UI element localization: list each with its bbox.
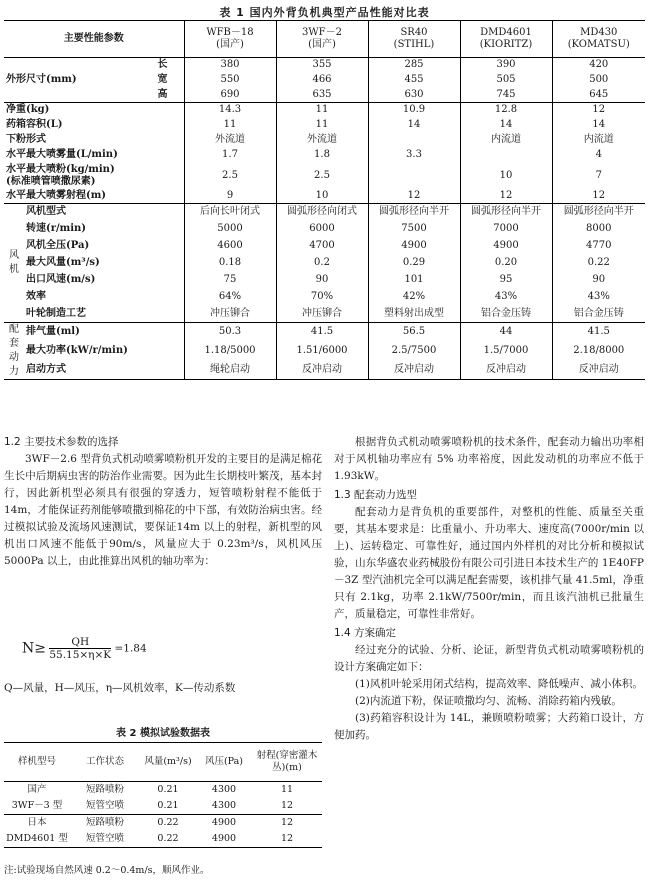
model-origin: (国产): [216, 39, 244, 50]
table1: [4, 20, 645, 380]
table1-cell: 0.20: [460, 255, 552, 272]
table1-cell: 41.5: [276, 323, 368, 342]
section-1-4-heading: 1.4 方案确定: [334, 627, 397, 639]
table1-cell: 0.22: [587, 257, 610, 268]
table1-cell: 500: [589, 74, 609, 85]
table1-cell: [368, 163, 460, 189]
model-name: MD430: [580, 27, 618, 38]
model-name: 3WF－2: [302, 27, 342, 38]
table2-cell: 0.22: [140, 831, 196, 848]
param-label-text: 水平最大喷雾射程(m): [6, 189, 107, 201]
table1-cell: 4900: [368, 238, 460, 255]
table1-cell: 7: [595, 169, 602, 181]
table2-header-row: [4, 743, 322, 782]
table1-cell: 12: [460, 189, 552, 204]
table1-param-row: [4, 133, 645, 148]
table1-cell: 4700: [276, 238, 368, 255]
table2-row: [4, 798, 322, 815]
right-paragraph-2: 经过充分的试验、分析、论证，新型背负式机动喷雾喷粉机的设计方案确定如下：: [334, 644, 644, 673]
param-label-text: 水平最大喷雾量(L/min): [6, 149, 118, 160]
param-label: 启动方式: [24, 361, 184, 380]
table1-cell: 43%: [587, 291, 610, 302]
table1-cell: 圆弧形径向半开: [552, 204, 645, 221]
param-label-text: 净重(kg): [6, 104, 50, 116]
table1-cell: 3.3: [368, 148, 460, 163]
left-column: [4, 434, 322, 570]
table2-cell: 日本: [27, 817, 47, 828]
formula-lhs: N≥: [22, 640, 46, 657]
table1-cell: 12: [592, 189, 606, 201]
table1-cell: 内流道: [583, 134, 614, 145]
table1-cell: 外流道: [184, 133, 276, 148]
table1-dims-row: [4, 58, 645, 73]
table1-cell: 1.5/7000: [460, 342, 552, 361]
param-label: 转速(r/min): [24, 221, 184, 238]
table1-cell: 75: [184, 272, 276, 289]
table1-cell: 56.5: [368, 323, 460, 342]
table1-cell: 8000: [586, 223, 612, 234]
table1-cell: 圆弧形径向闭式: [276, 204, 368, 221]
table1-cell: 10: [460, 163, 552, 189]
table1-cell: 1.18/5000: [184, 342, 276, 361]
table1-cell: 12: [552, 103, 645, 118]
table2: [4, 742, 322, 848]
table2-header-cell: 工作状态: [70, 743, 140, 782]
table2-header-cell: 风量(m³/s): [140, 743, 196, 782]
table1-cell: 1.7: [184, 148, 276, 163]
table2-cell: 0.22: [157, 817, 179, 828]
table1-cell: 630: [368, 88, 460, 103]
formula-variable-legend: Q—风量，H—风压，η—风机效率，K—传动系数: [4, 682, 236, 694]
table2-cell: 0.21: [140, 798, 196, 815]
table2-cell: 短路喷粉: [85, 817, 124, 828]
table1-cell: 14: [460, 118, 552, 133]
table2-note: 注:试验现场自然风速 0.2～0.4m/s，顺风作业。: [4, 865, 210, 876]
table1-cell: 1.8: [276, 148, 368, 163]
table1-cell: 11: [276, 118, 368, 133]
dims-label: 外形尺寸(mm): [4, 58, 144, 103]
model-origin: (KIORITZ): [479, 39, 533, 50]
table1-cell: 12.8: [460, 103, 552, 118]
table1-header-row: [4, 21, 645, 58]
table1-cell: 圆弧形径向半开: [368, 204, 460, 221]
right-column: [334, 434, 644, 744]
fan-row: [4, 255, 645, 272]
power-group-label: 配套动力: [4, 323, 24, 380]
table1-param-row: [4, 163, 645, 189]
table1-cell: 50.3: [184, 323, 276, 342]
table1-cell: 冲压铆合: [276, 306, 368, 323]
table1-cell: 745: [460, 88, 552, 103]
power-row: [4, 342, 645, 361]
table1-cell: 冲压铆合: [184, 306, 276, 323]
param-label: 风机全压(Pa): [24, 238, 184, 255]
table1-cell: 圆弧形径向半开: [460, 204, 552, 221]
table1-cell: 41.5: [552, 323, 645, 342]
table1-cell: 2.5: [276, 163, 368, 189]
model-name: DMD4601: [480, 27, 532, 38]
formula-numerator: QH: [49, 636, 111, 649]
table1-cell: 塑料射出成型: [368, 306, 460, 323]
param-label-text: 药箱容积(L): [6, 119, 63, 130]
param-label: [4, 133, 184, 148]
param-label: [4, 103, 184, 118]
table1-cell: 101: [368, 272, 460, 289]
table2-row: [4, 782, 322, 799]
table1-cell: 铝合金压铸: [460, 306, 552, 323]
table1-cell: 550: [184, 73, 276, 88]
table1-cell: 2.5: [184, 163, 276, 189]
param-label-note: (标准喷管喷撒尿素): [6, 175, 96, 187]
table1-cell: 7000: [460, 221, 552, 238]
table1-cell: 4: [595, 149, 602, 160]
table1-cell: 355: [276, 58, 368, 73]
table1-cell: 1.51/6000: [276, 342, 368, 361]
table2-cell: 短管空喷: [70, 831, 140, 848]
table1-cell: 10: [276, 189, 368, 204]
table2-cell: 短管空喷: [70, 798, 140, 815]
param-label: 叶轮制造工艺: [24, 306, 184, 323]
power-row: [4, 361, 645, 380]
table1-cell: [368, 133, 460, 148]
param-label: [4, 189, 184, 204]
power-formula: [22, 636, 147, 661]
design-item-3: (3)药箱容积设计为 14L，兼顾喷粉喷雾；大药箱口设计，方便加药。: [334, 712, 644, 741]
table1-param-row: [4, 148, 645, 163]
table1-cell: 反冲启动: [368, 361, 460, 380]
table2-header-cell: 射程(穿密灌木丛)(m): [252, 743, 322, 782]
table1-cell: 390: [460, 58, 552, 73]
table1-cell: 95: [460, 272, 552, 289]
table1-cell: 反冲启动: [460, 361, 552, 380]
power-row: [4, 323, 645, 342]
table1-cell: 380: [184, 58, 276, 73]
right-paragraph-1: 配套动力是背负机的重要部件，对整机的性能、质量至关重要，其基本要求是：比重量小、升功率大、速度高(7000r/min 以上)、运转稳定、可靠性好，通过国内外样机的对比分析和模拟试验，山东华盛农业药械股份有限公司引进日本技术生产的 1E40FP－3Z 型汽油机完全可以满足配套需要，该机排气量 41.5ml，净重只有 2.1kg，功率 2.1kW/7500r/min，而且该汽油机已批量生产，质量稳定，可靠性非常好。: [334, 506, 644, 620]
table1-cell: 455: [368, 73, 460, 88]
param-label: 排气量(ml): [24, 323, 184, 342]
section-1-3-heading: 1.3 配套动力选型: [334, 489, 418, 501]
dims-sub-label: 高: [144, 88, 184, 103]
table2-cell: 4900: [196, 831, 252, 848]
table1-cell: 2.18/8000: [573, 345, 625, 356]
table1-cell: 285: [368, 58, 460, 73]
table1-cell: 4770: [586, 240, 612, 251]
table1-cell: 64%: [184, 289, 276, 306]
model-origin: (STIHL): [393, 39, 435, 50]
table1-cell: 4600: [184, 238, 276, 255]
table2-cell: 4900: [211, 817, 237, 828]
table1-cell: 0.2: [276, 255, 368, 272]
table1-cell: 14.3: [184, 103, 276, 118]
fan-row: [4, 221, 645, 238]
design-item-2: (2)内流道下粉，保证喷撒均匀、流畅、消除药箱内残敏。: [355, 695, 622, 707]
table1-cell: 0.29: [368, 255, 460, 272]
table1-cell: 11: [184, 118, 276, 133]
table1-cell: 11: [276, 103, 368, 118]
table1-cell: 466: [276, 73, 368, 88]
table1-cell: 外流道: [276, 133, 368, 148]
table1-cell: 2.5/7500: [368, 342, 460, 361]
table2-cell: DMD4601 型: [4, 831, 70, 848]
table2-cell: 4300: [196, 798, 252, 815]
table1-cell: 70%: [276, 289, 368, 306]
table1-cell: 铝合金压铸: [573, 307, 624, 319]
section-1-2-heading: 1.2 主要技术参数的选择: [4, 436, 119, 448]
design-item-1: (1)风机叶轮采用闭式结构，提高效率、降低噪声、减小体积。: [355, 678, 643, 690]
dims-sub-label: 宽: [144, 73, 184, 88]
table2-header-cell: 样机型号: [4, 743, 70, 782]
table2-cell: 短路喷粉: [85, 784, 124, 795]
table2-cell: 4300: [211, 784, 237, 795]
table2-cell: 12: [252, 831, 322, 848]
table2-cell: 3WF－3 型: [4, 798, 70, 815]
param-label-text: 水平最大喷粉(kg/min): [6, 163, 115, 175]
table1-param-row: [4, 189, 645, 204]
table1-cell: 44: [460, 323, 552, 342]
param-label: 效率: [24, 289, 184, 306]
table2-cell: 12: [280, 817, 294, 828]
table1-header-model: [276, 21, 368, 58]
left-paragraph-1: 3WF－2.6 型背负式机动喷雾喷粉机开发的主要目的是满足棉花生长中后期病虫害的防治作业需要。因为此生长期枝叶繁茂，基本封行，因此新机型必须具有很强的穿透力，短管喷粉射程不能低于14m，才能保证药剂能够喷撒到棉花的中下部，有效防治病虫害。经过模拟试验及流场风速测试，要保证14m 以上的射程，新机型的风机出口风速不能低于90m/s，风量应大于 0.23m³/s，风机风压 5000Pa 以上，由此推算出风机的轴功率为：: [4, 453, 322, 567]
table1-cell: 14: [592, 119, 606, 130]
param-label: [4, 118, 184, 133]
table1-cell: 690: [184, 88, 276, 103]
model-name: SR40: [400, 27, 428, 38]
param-label-text: 下粉形式: [6, 134, 46, 145]
table2-header-cell: 风压(Pa): [196, 743, 252, 782]
table2-caption: 表 2 模拟试验数据表: [116, 728, 210, 739]
table1-cell: 43%: [460, 289, 552, 306]
table1-cell: 4900: [460, 238, 552, 255]
table1-header-model: [460, 21, 552, 58]
table1-cell: 12: [368, 189, 460, 204]
table1-cell: 9: [184, 189, 276, 204]
table1-cell: 5000: [184, 221, 276, 238]
table1-cell: 反冲启动: [552, 361, 645, 380]
table1-cell: 反冲启动: [276, 361, 368, 380]
table2-cell: 国产: [27, 784, 47, 795]
table1-cell: 14: [368, 118, 460, 133]
table1-header-model: [368, 21, 460, 58]
fan-group-label: 风机: [4, 204, 24, 323]
table1-cell: 505: [460, 73, 552, 88]
table1-param-row: [4, 103, 645, 118]
table1-header-model: [552, 21, 645, 58]
table2-cell: 12: [252, 798, 322, 815]
table2-row: [4, 815, 322, 832]
fan-row: [4, 238, 645, 255]
table2-row: [4, 831, 322, 848]
param-label: 风机型式: [24, 204, 184, 221]
table1-cell: 0.18: [184, 255, 276, 272]
formula-denominator: 55.15×η×K: [49, 649, 112, 661]
table1-caption: 表 1 国内外背负机典型产品性能对比表: [219, 6, 430, 19]
table1-cell: 90: [592, 274, 606, 285]
table1-cell: 绳轮启动: [184, 361, 276, 380]
table1-header-model: [184, 21, 276, 58]
fan-row: [4, 306, 645, 323]
table1-param-row: [4, 118, 645, 133]
model-origin: (国产): [308, 39, 336, 50]
fan-row: [4, 289, 645, 306]
param-label: [4, 163, 184, 189]
table1-cell: 内流道: [460, 133, 552, 148]
table1-cell: 90: [276, 272, 368, 289]
formula-result: =1.84: [114, 642, 147, 655]
param-label: 最大风量(m³/s): [24, 255, 184, 272]
right-paragraph-0: 根据背负式机动喷雾喷粉机的技术条件，配套动力输出功率相对于风机轴功率应有 5% 功率裕度，因此发动机的功率应不低于 1.93kW。: [334, 436, 644, 482]
table1-cell: 7500: [368, 221, 460, 238]
table2-cell: 0.21: [157, 784, 179, 795]
table1-header-param: 主要性能参数: [4, 21, 184, 58]
fan-row: [4, 272, 645, 289]
param-label: 最大功率(kW/r/min): [24, 342, 184, 361]
table2-cell: 11: [280, 784, 294, 795]
table1-cell: 6000: [276, 221, 368, 238]
formula-legend: [4, 680, 322, 697]
dims-sub-label: 长: [144, 58, 184, 73]
table1-cell: 420: [552, 58, 645, 73]
table1-cell: 42%: [368, 289, 460, 306]
table1-cell: 后向长叶闭式: [184, 204, 276, 221]
model-origin: (KOMATSU): [567, 39, 630, 50]
table1-cell: 645: [589, 88, 609, 100]
table1-cell: 10.9: [368, 103, 460, 118]
table1-cell: 635: [276, 88, 368, 103]
fan-row: [4, 204, 645, 221]
param-label: 出口风速(m/s): [24, 272, 184, 289]
param-label: [4, 148, 184, 163]
model-name: WFB－18: [206, 27, 254, 38]
table1-cell: [460, 148, 552, 163]
